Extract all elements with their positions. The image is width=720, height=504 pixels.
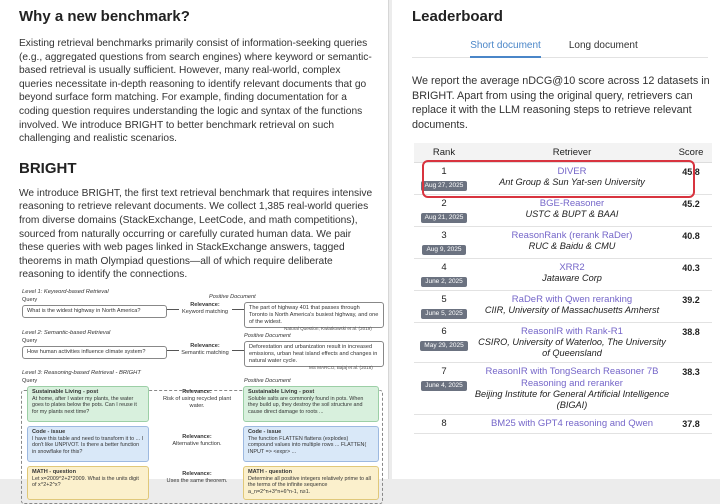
- rank-cell: [414, 363, 474, 415]
- card-text: Let x=2009^2+2*2009. What is the units digit of x^2+2^x?: [32, 475, 139, 489]
- bright-paragraph: We introduce BRIGHT, the first text retrieval benchmark that requires intensive reasoning to retrieve relevant documents. We collect 1,385 real-world queries from diverse domains (StackExchange, LeetCode, and math competitions), sourced from naturally occurring or carefully curated human data. We pair these queries with web pages linked in StackExchange answers, tagged theorems in math Olympiad questions—all of which require deliberate reasoning to identify the connections.: [19, 187, 373, 281]
- retriever-org: CSIRO, University of Waterloo, The University of Queensland: [478, 337, 666, 359]
- tab-divider: [412, 57, 708, 58]
- table-row: [414, 258, 712, 290]
- pos-doc-label: Positive Document: [209, 293, 256, 300]
- level3-label: Level 3: Reasoning-based Retrieval - BRIGHT: [22, 369, 141, 376]
- rank-cell: [414, 415, 474, 434]
- table-row: [414, 290, 712, 322]
- card-title: Code - issue: [32, 428, 66, 435]
- card-text: Determine all positive integers relatively prime to all the terms of the infinite sequence a_n=2^n+3^n+6^n-1, n≥1.: [248, 475, 371, 495]
- rank-cell: [414, 194, 474, 226]
- rank-number: 1: [441, 165, 447, 177]
- card-title: MATH - question: [248, 468, 293, 475]
- card-title: Code - issue: [248, 428, 282, 435]
- score-cell: 38.3: [670, 363, 712, 415]
- relevance-label: Relevance:: [190, 342, 220, 349]
- table-row: [414, 415, 712, 434]
- date-badge: Aug 27, 2025: [421, 181, 468, 191]
- date-badge: Aug 9, 2025: [422, 245, 465, 255]
- why-paragraph: Existing retrieval benchmarks primarily consist of information-seeking queries (e.g., aggregated questions from search engines) where keyword or semantic-based retrieval is usually sufficient. However, many real-world, complex queries necessitate in-depth reasoning to identify relevant documents that go beyond surface form matching. For example, finding documentation for a coding question requires understanding the logic and syntax of the functions involved. We introduce BRIGHT to better benchmark retrieval on such challenging and realistic scenarios.: [19, 38, 372, 145]
- card-title: MATH - question: [32, 468, 77, 475]
- relevance-5: [157, 471, 237, 485]
- date-badge: June 5, 2025: [421, 309, 467, 319]
- rank-number: 7: [441, 366, 447, 378]
- relevance-label: Relevance:: [182, 433, 212, 440]
- query-label: Query: [22, 377, 38, 384]
- query-box-1: What is the widest highway in North America?: [22, 305, 167, 318]
- retriever-link[interactable]: BM25 with GPT4 reasoning and Qwen: [490, 418, 654, 430]
- rank-number: 3: [441, 229, 447, 241]
- retriever-org: RUC & Baidu & CMU: [528, 241, 616, 252]
- retriever-cell: [474, 415, 670, 434]
- retriever-org: Beijing Institute for General Artificial Intelligence (BIGAI): [474, 388, 670, 411]
- pos-doc-label: Positive Document: [244, 332, 291, 339]
- why-heading: Why a new benchmark?: [19, 8, 190, 25]
- relevance-2: [177, 343, 233, 357]
- rank-number: 2: [441, 197, 447, 209]
- doc-length-tabs: [412, 40, 716, 58]
- card-title: Sustainable Living - post: [32, 388, 99, 395]
- card-text: The function FLATTEN flattens (explodes) compound values into multiple rows ... FLATTEN( INPUT => <expr> ...: [248, 435, 367, 455]
- rank-header: Rank: [414, 143, 474, 162]
- score-cell: 37.8: [670, 415, 712, 434]
- retriever-org: Ant Group & Sun Yat-sen University: [499, 177, 645, 188]
- table-row: [414, 194, 712, 226]
- retriever-cell: [474, 322, 670, 363]
- query-label: Query: [22, 337, 38, 344]
- query-card-math: [27, 466, 149, 500]
- retriever-link[interactable]: DIVER: [557, 165, 587, 177]
- connector: [232, 350, 244, 351]
- score-cell: 45.8: [670, 162, 712, 194]
- rank-number: 4: [441, 261, 447, 273]
- query-card-living: [27, 386, 149, 422]
- table-row: [414, 226, 712, 258]
- relevance-1: [177, 302, 233, 316]
- table-row: [414, 363, 712, 415]
- date-badge: June 4, 2025: [421, 381, 467, 391]
- citation-2: MS MARCO, Bajaj et al. (2018): [309, 364, 373, 370]
- date-badge: May 29, 2025: [420, 341, 467, 351]
- leaderboard-heading: Leaderboard: [412, 8, 503, 25]
- retriever-cell: [474, 258, 670, 290]
- rank-number: 8: [441, 418, 447, 430]
- query-label: Query: [22, 296, 38, 303]
- score-header: Score: [670, 143, 712, 162]
- retriever-link[interactable]: RaDeR with Qwen reranking: [511, 293, 633, 305]
- doc-card-code: [243, 426, 379, 462]
- tab-short-document[interactable]: Short document: [470, 40, 541, 58]
- retriever-cell: [474, 363, 670, 415]
- doc-card-math: [243, 466, 379, 500]
- level1-label: Level 1: Keyword-based Retrieval: [22, 288, 109, 295]
- query-card-code: [27, 426, 149, 462]
- relevance-label: Relevance:: [190, 301, 220, 308]
- relevance-text: Semantic matching: [181, 349, 229, 356]
- relevance-4: [157, 434, 237, 448]
- right-panel: [392, 0, 720, 479]
- relevance-text: Uses the same theorem.: [166, 477, 228, 484]
- card-text: At home, after I water my plants, the water goes to plates below the pots. Can I reuse it for my plants next time?: [32, 395, 137, 415]
- relevance-text: Keyword matching: [181, 308, 228, 315]
- rank-cell: [414, 162, 474, 194]
- retriever-cell: [474, 290, 670, 322]
- tab-long-document[interactable]: Long document: [568, 40, 638, 51]
- rank-number: 6: [441, 325, 447, 337]
- rank-number: 5: [441, 293, 447, 305]
- retriever-org: CIIR, University of Massachusetts Amherst: [484, 305, 660, 316]
- rank-cell: [414, 322, 474, 363]
- retrieval-levels-figure: [19, 288, 379, 504]
- retriever-link[interactable]: BGE-Reasoner: [539, 197, 605, 209]
- retriever-link[interactable]: ReasonIR with Rank-R1: [521, 325, 623, 337]
- relevance-text: Alternative function.: [172, 440, 222, 447]
- retriever-cell: [474, 194, 670, 226]
- relevance-text: Risk of using recycled plant water.: [162, 395, 232, 409]
- table-header-row: [414, 143, 712, 162]
- retriever-org: Jataware Corp: [542, 273, 602, 284]
- retriever-link[interactable]: ReasonIR with TongSearch Reasoner 7B Reasoning and reranker: [485, 366, 659, 389]
- doc-box-1: The part of highway 401 that passes through Toronto is North America's busiest highway, and one of the widest.: [244, 302, 384, 328]
- retriever-cell: [474, 226, 670, 258]
- card-text: Soluble salts are commonly found in pots. When they build up, they destroy the soil structure and cause direct damage to roots ...: [248, 395, 364, 415]
- retriever-link[interactable]: XRR2: [559, 261, 585, 273]
- retriever-org: USTC & BUPT & BAAI: [525, 209, 619, 220]
- rank-cell: [414, 258, 474, 290]
- relevance-label: Relevance:: [182, 470, 212, 477]
- date-badge: June 2, 2025: [421, 277, 467, 287]
- connector: [232, 309, 244, 310]
- score-cell: 39.2: [670, 290, 712, 322]
- score-cell: 40.3: [670, 258, 712, 290]
- doc-box-2: Deforestation and urbanization result in increased emissions, urban heat island effects and changes in natural water cycle.: [244, 341, 384, 367]
- score-cell: 40.8: [670, 226, 712, 258]
- date-badge: Aug 21, 2025: [421, 213, 468, 223]
- card-title: Sustainable Living - post: [248, 388, 315, 395]
- card-text: I have this table and need to transform it to ... I don't like UNPIVOT. Is there a better function in snowflake for this?: [32, 435, 144, 455]
- score-cell: 45.2: [670, 194, 712, 226]
- doc-card-living: [243, 386, 379, 422]
- table-row: [414, 162, 712, 194]
- retriever-header: Retriever: [474, 143, 670, 162]
- query-box-2: How human activities influence climate system?: [22, 346, 167, 359]
- score-cell: 38.8: [670, 322, 712, 363]
- bright-heading: BRIGHT: [19, 159, 77, 177]
- leaderboard-description: We report the average nDCG@10 score across 12 datasets in BRIGHT. Apart from using the original query, retrievers can replace it with the LLM reasoning steps to retrieve relevant documents.: [412, 75, 710, 131]
- leaderboard-body: [414, 162, 712, 433]
- retriever-link[interactable]: ReasonRank (rerank RaDer): [511, 229, 633, 241]
- pos-doc-label: Positive Document: [244, 377, 291, 384]
- rank-cell: [414, 226, 474, 258]
- relevance-label: Relevance:: [182, 388, 212, 395]
- retriever-cell: [474, 162, 670, 194]
- level2-label: Level 2: Semantic-based Retrieval: [22, 329, 111, 336]
- rank-cell: [414, 290, 474, 322]
- leaderboard-table: [414, 143, 712, 434]
- citation-1: Natural Question, Kwiatkowski et al. (2019): [284, 325, 372, 331]
- table-row: [414, 322, 712, 363]
- relevance-3: [157, 389, 237, 410]
